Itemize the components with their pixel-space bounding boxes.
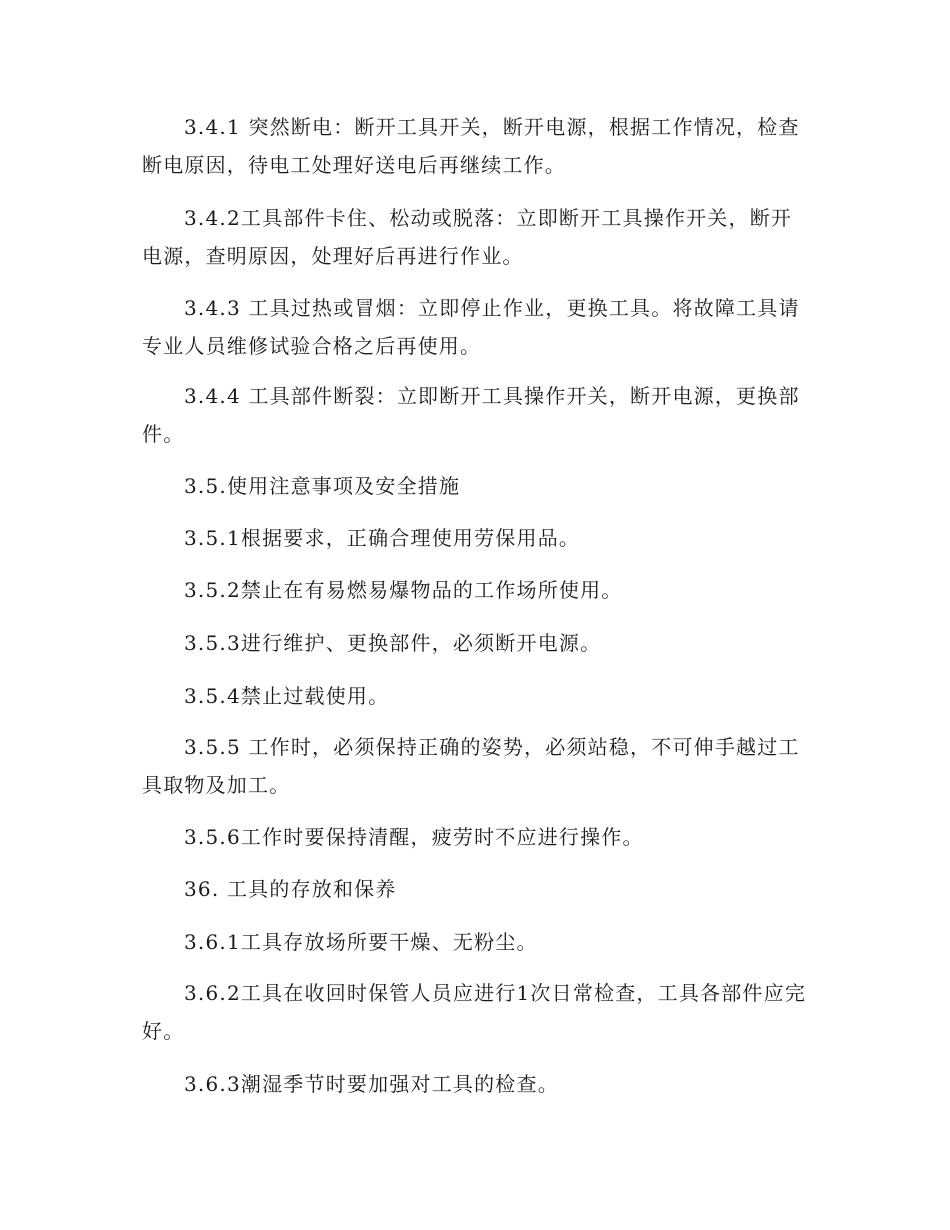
paragraph-3-5-2: 3.5.2禁止在有易燃易爆物品的工作场所使用。 [184,578,623,602]
paragraph-3-6-3: 3.6.3潮湿季节时要加强对工具的检查。 [184,1072,559,1096]
section-heading-3-6: 36. 工具的存放和保养 [184,877,397,901]
paragraph-3-5-1: 3.5.1根据要求，正确合理使用劳保用品。 [184,526,581,550]
paragraph-3-5-4: 3.5.4禁止过载使用。 [184,684,390,708]
paragraph-3-5-5: 3.5.5 工作时，必须保持正确的姿势，必须站稳，不可伸手越过工具取物及加工。 [142,735,800,797]
paragraph-3-4-2: 3.4.2工具部件卡住、松动或脱落：立即断开工具操作开关，断开电源，查明原因，处理好后再进行作业。 [142,206,793,268]
paragraph-3-6-2: 3.6.2工具在收回时保管人员应进行1次日常检查，工具各部件应完好。 [142,981,807,1043]
paragraph-3-5-3: 3.5.3进行维护、更换部件，必须断开电源。 [184,631,602,655]
paragraph-3-6-1: 3.6.1工具存放场所要干燥、无粉尘。 [184,930,538,954]
paragraph-3-4-1: 3.4.1 突然断电：断开工具开关，断开电源，根据工作情况，检查断电原因，待电工处理好送电后再继续工作。 [142,115,800,177]
section-heading-3-5: 3.5.使用注意事项及安全措施 [184,474,461,498]
paragraph-3-4-3: 3.4.3 工具过热或冒烟：立即停止作业，更换工具。将故障工具请专业人员维修试验合格之后再使用。 [142,296,800,358]
paragraph-3-4-4: 3.4.4 工具部件断裂：立即断开工具操作开关，断开电源，更换部件。 [142,384,800,446]
paragraph-3-5-6: 3.5.6工作时要保持清醒，疲劳时不应进行操作。 [184,825,644,849]
